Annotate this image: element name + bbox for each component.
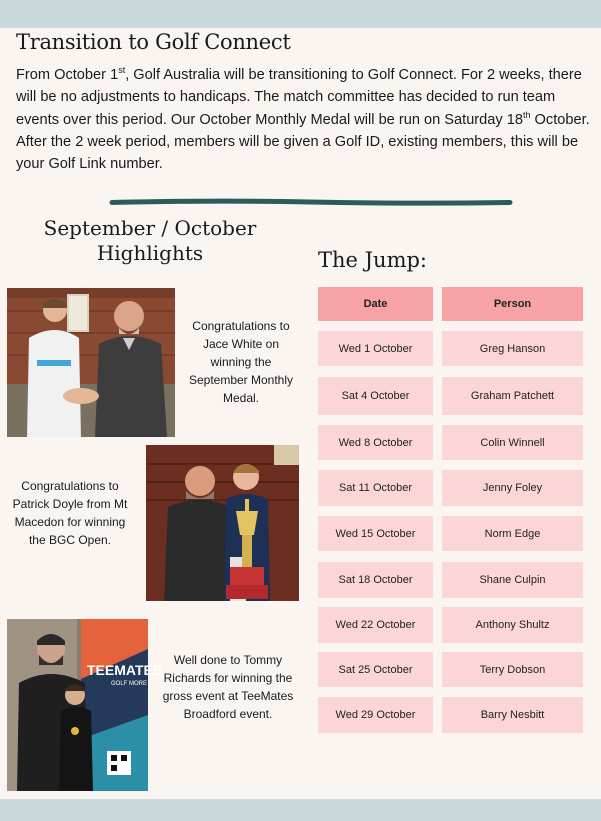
table-header-person: Person [442,287,583,321]
brush-divider [110,199,512,206]
table-row-date: Wed 15 October [318,516,433,551]
table-row-date: Sat 4 October [318,377,433,415]
page-title: Transition to Golf Connect [16,30,291,54]
table-row-person: Terry Dobson [442,652,583,687]
intro-sup-1: st [118,65,126,76]
table-header-date: Date [318,287,433,321]
table-row-date: Wed 1 October [318,331,433,366]
intro-paragraph [16,64,591,175]
intro-sup-2: th [522,109,531,120]
highlight-caption-2: Congratulations to Patrick Doyle from Mt Macedon for winning the BGC Open. [12,479,128,547]
table-row-person: Anthony Shultz [442,607,583,643]
trophy-photo-icon [146,445,299,601]
highlights-title: September / October Highlights [43,216,257,265]
highlight-caption-3: Well done to Tommy Richards for winning the gross event at TeeMates Broadford event. [162,653,294,721]
teemates-banner-sub: GOLF MORE [111,681,148,687]
table-row-person: Barry Nesbitt [442,697,583,733]
intro-text-1: From October 1 [16,67,119,83]
bottom-band [0,799,601,821]
table-row-date: Sat 25 October [318,652,433,687]
intro-text-2: , Golf Australia will be transitioning to Golf Connect. For 2 weeks, there will be no adjustments to handicaps. The match committee has decided to run team events over this period. Our October Monthly Medal will be run on Saturday 18 [16,67,582,128]
table-row-date: Wed 29 October [318,697,433,733]
table-row-date: Wed 22 October [318,607,433,643]
table-row-person: Colin Winnell [442,425,583,460]
teemates-banner-text: TEEMATES [87,662,163,678]
table-row-date: Sat 11 October [318,470,433,506]
top-band [0,0,601,28]
table-row-person: Shane Culpin [442,562,583,598]
handshake-photo-icon [7,288,175,437]
table-row-person: Jenny Foley [442,470,583,506]
jump-title: The Jump: [318,248,428,272]
table-row-date: Sat 18 October [318,562,433,598]
highlight-caption-1: Congratulations to Jace White on winning the September Monthly Medal. [188,319,294,405]
medal-photo-icon [7,619,163,791]
intro-text-3: October. After the 2 week period, members will be given a Golf ID, existing members, this will be your Golf Link number. [16,111,590,173]
table-row-person: Norm Edge [442,516,583,551]
table-row-person: Graham Patchett [442,377,583,415]
table-row-person: Greg Hanson [442,331,583,366]
table-row-date: Wed 8 October [318,425,433,460]
